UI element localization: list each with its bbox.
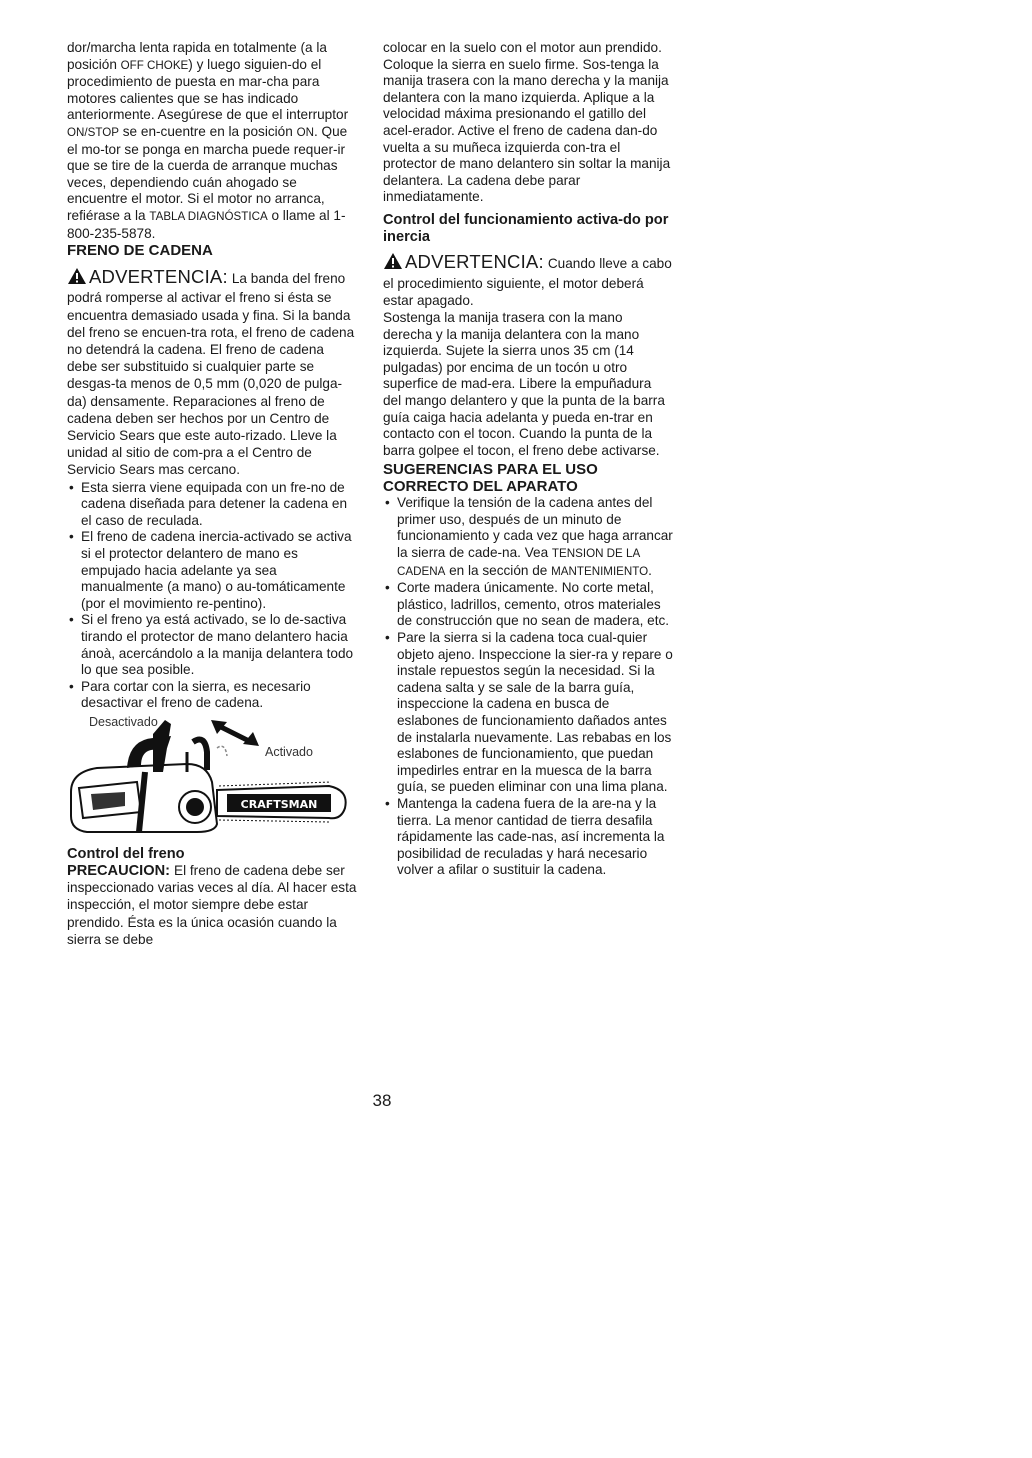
inertia-heading: Control del funcionamiento activa-do por inercia (383, 211, 669, 246)
page-number: 38 (372, 1091, 392, 1110)
warning-text: Cuando lleve a cabo el procedimiento siguiente, el motor deberá estar apagado. (383, 256, 672, 308)
chainsaw-brake-figure (67, 712, 357, 842)
smallcaps-term: ON (296, 125, 314, 139)
list-item: • El freno de cadena inercia-activado se activa si el protector delantero de mano es empujado hacia adelante ya sea manualmente (a mano) o au-tomáticamente (por el movimiento re-pentino). (67, 529, 357, 612)
warning-brake-band (67, 267, 357, 479)
chainsaw-illustration (67, 712, 357, 842)
warning-triangle-icon (383, 252, 403, 275)
tips-heading: SUGERENCIAS PARA EL USO CORRECTO DEL APARATO (383, 461, 598, 496)
brake-instructions: Coloque la sierra en suelo firme. Sos-tenga la manija trasera con la mano derecha y la manija delantera con la mano izquierda. Aplique a la velocidad máxima presionando el gatillo del acel-erador. Active el freno de cadena dan-do vuelta a su muñeca izquierda con-tra el protector de mano delantero sin soltar la manija delantera. La cadena debe parar inmediatamente. (383, 56, 671, 205)
label-activado: Activado (265, 744, 313, 759)
list-item: • Pare la sierra si la cadena toca cual-quier objeto ajeno. Inspeccione la sier-ra y repare o instale repuestos según la necesidad. Si la cadena salta y se sale de la barra guía, inspeccione la cadena en busca de eslabones de funcionamiento dañados antes de instalarla nuevamente. Las rebabas en los eslabones de funcionamiento, que puedan impedirles entrar en la muesca de la barra guía, se pueden eliminar con una lima plana. (383, 630, 673, 796)
section-heading-freno: FRENO DE CADENA (67, 242, 213, 260)
label-desactivado: Desactivado (89, 714, 158, 729)
continuation-text: colocar en la suelo con el motor aun prendido. (383, 40, 662, 55)
warning-title: ADVERTENCIA: (405, 251, 544, 273)
inertia-text: Sostenga la manija trasera con la mano derecha y la manija delantera con la mano izquierda. Sujete la sierra unos 35 cm (14 pulgadas) por encima de un tocón u otro superfice de mad-era. Libere la empuñadura del mango delantero y que la punta de la barra guía caiga hacia adelanta y pueda en-trar en contacto con el tocon. Cuando la punta de la barra golpee el tocon, el freno debe activarse. (383, 309, 665, 458)
list-item: • Si el freno ya está activado, se lo de-sactiva tirando el protector de mano delantero hacia ánoà, acercándolo a la manija delantera todo lo que sea posible. (67, 612, 357, 678)
smallcaps-term: ON/STOP (67, 125, 119, 139)
smallcaps-term: MANTENIMIENTO (551, 564, 649, 578)
list-item: • Corte madera únicamente. No corte metal, plástico, ladrillos, cemento, otros materiales de construcción que no sean de madera, etc. (383, 580, 673, 630)
warning-engine-off (383, 252, 673, 310)
right-column (383, 40, 673, 879)
smallcaps-term: TABLA DIAGNÓSTICA (149, 209, 268, 223)
text-run: . (648, 562, 652, 578)
warning-triangle-icon (67, 267, 87, 290)
text-run: . Que el mo-tor se ponga en marcha puede requer-ir que se tire de la cuerda de arranque muchas veces, dependiendo cuán ahogado se encuentre el motor. Si el motor no arranca, refiérase a la (67, 123, 348, 223)
smallcaps-term: TENSION DE LA CADENA (397, 547, 640, 578)
list-item (383, 495, 673, 580)
text-run: en la sección de (445, 562, 552, 578)
text-run: o llame al 1-800-235-5878. (67, 207, 346, 241)
double-arrow-icon (211, 720, 259, 746)
list-item: • Esta sierra viene equipada con un fre-no de cadena diseñada para detener la cadena en el caso de reculada. (67, 480, 357, 530)
smallcaps-term: OFF CHOKE (120, 58, 189, 72)
precaution-text: El freno de cadena debe ser inspeccionado varias veces al día. Al hacer esta inspección, el motor siempre debe estar prendido. Ésta es la única ocasión cuando la sierra se debe (67, 863, 357, 947)
warning-text: La banda del freno podrá romperse al activar el freno si ésta se encuentra demasiado usada y fina. Si la banda del freno se encuen-tra rota, el freno de cadena no detendrá la cadena. El freno de cadena debe ser substituido si cualquier parte se desgas-ta menos de 0,5 mm (0,020 de pulga-da) densamente. Reparaciones al freno de cadena deben ser hechos por un Centro de Servicio Sears que este auto-rizado. Lleve la unidad al sitio de com-pra a el Centro de Servicio Sears mas cercano. (67, 271, 355, 478)
list-item: • Mantenga la cadena fuera de la are-na y la tierra. La menor cantidad de tierra desafila rápidamente las cade-nas, así incrementa la posibilidad de reculadas y hará necesario volver a afilar o sustituir la cadena. (383, 796, 673, 879)
brake-bullet-list (67, 480, 357, 712)
list-item: • Para cortar con la sierra, es necesario desactivar el freno de cadena. (67, 679, 357, 712)
precaution-paragraph (67, 863, 357, 949)
text-run: se en-cuentre en la posición (118, 123, 297, 139)
control-heading: Control del freno (67, 845, 185, 862)
brand-text: CRAFTSMAN (240, 797, 318, 811)
warning-title: ADVERTENCIA: (89, 266, 228, 288)
left-column (67, 40, 357, 949)
precaution-label: PRECAUCION: (67, 863, 170, 880)
intro-paragraph (67, 40, 357, 242)
text-run: ) y luego siguien-do el procedimiento de puesta en mar-cha para motores calientes que se has indicado anteriormente. Asegúrese de que el interruptor (67, 56, 349, 123)
text-run: dor/marcha lenta rapida en totalmente (a la posición (67, 40, 327, 72)
text-run: Verifique la tensión de la cadena antes del primer uso, después de un minuto de funcionamiento y cada vez que haga arrancar la sierra de cade-na. Vea (397, 495, 673, 561)
tips-bullet-list (383, 495, 673, 879)
